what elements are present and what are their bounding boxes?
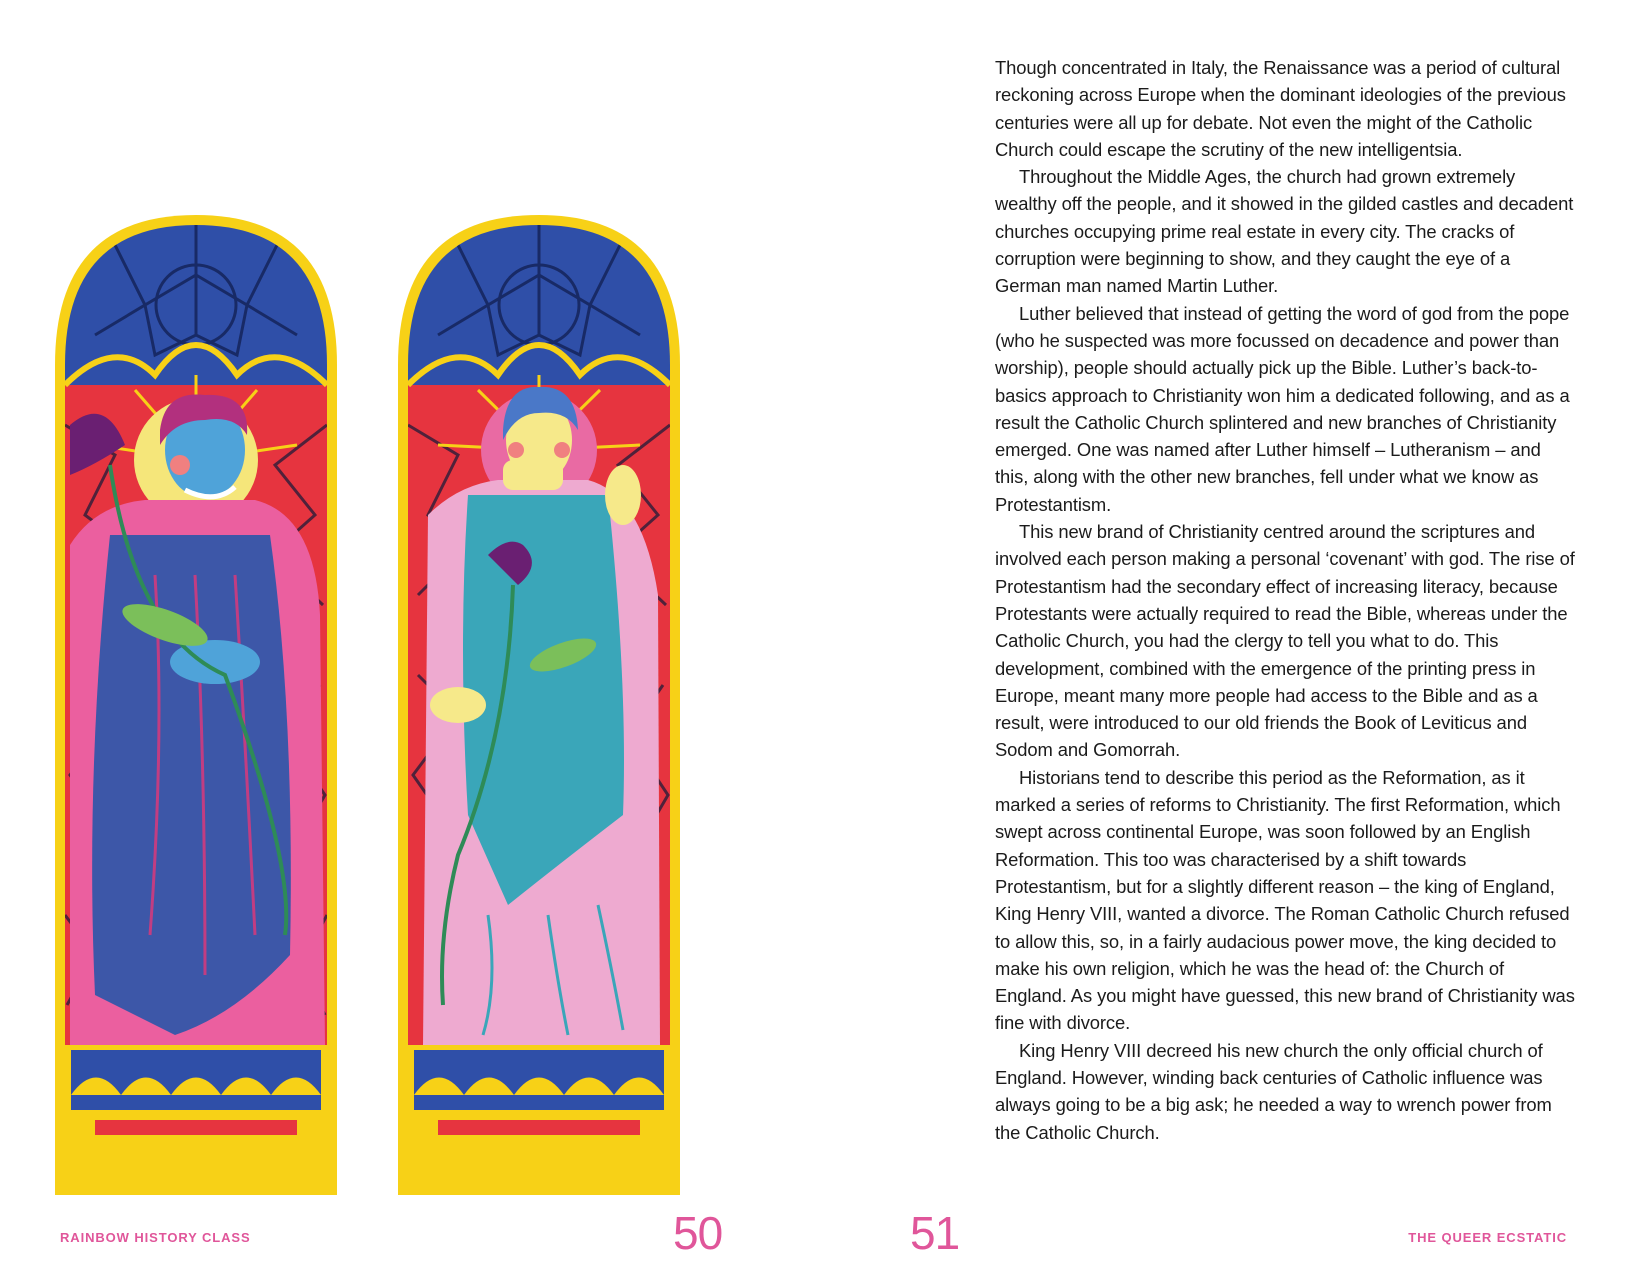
running-head-right: THE QUEER ECSTATIC <box>1408 1230 1567 1245</box>
running-head-left: RAINBOW HISTORY CLASS <box>60 1230 251 1245</box>
stained-glass-window-left <box>55 215 337 1195</box>
paragraph: This new brand of Christianity centred around the scriptures and involved each person making a personal ‘covenant’ with god. The rise of Protestantism had the secondary effect of increasing literacy, because Protestants were actually required to read the Bible, whereas under the Catholic Church, you had the clergy to tell you what to do. This development, combined with the emergence of the printing press in Europe, meant many more people had access to the Bible and as a result, were introduced to our old friends the Book of Leviticus and Sodom and Gomorrah. <box>995 521 1575 761</box>
right-page <box>815 0 1630 1276</box>
page-number-right: 51 <box>910 1207 960 1259</box>
paragraph: Luther believed that instead of getting the word of god from the pope (who he suspected was more focussed on decadence and power than worship), people should actually pick up the Bible. Luther’s back-to-basics approach to Christianity won him a dedicated following, and as a result the Catholic Church splintered and new branches of Christianity emerged. One was named after Luther himself – Lutheranism – and this, along with the other new branches, fell under what we know as Protestantism. <box>995 302 1570 515</box>
stained-glass-window-right <box>398 215 680 1195</box>
paragraph: Historians tend to describe this period as the Reformation, as it marked a series of reforms to Christianity. The first Reformation, which swept across continental Europe, was soon followed by an English Reformation. This too was characterised by a shift towards Protestantism, but for a slightly different reason – the king of England, King Henry VIII, wanted a divorce. The Roman Catholic Church refused to allow this, so, in a fairly audacious power move, the king decided to make his own religion, which he was the head of: the Church of England. As you might have guessed, this new brand of Christianity was fine with divorce. <box>995 766 1575 1034</box>
stained-glass-window-left-art <box>55 215 337 1195</box>
paragraph: King Henry VIII decreed his new church the only official church of England. However, winding back centuries of Catholic influence was always going to be a big ask; he needed a way to wrench power from the Catholic Church. <box>995 1039 1552 1143</box>
paragraph: Throughout the Middle Ages, the church had grown extremely wealthy off the people, and it showed in the gilded castles and decadent churches occupying prime real estate in every city. The cracks of corruption were beginning to show, and they caught the eye of a German man named Martin Luther. <box>995 166 1574 297</box>
stained-glass-illustration <box>55 215 685 1195</box>
page-number-left: 50 <box>673 1207 723 1259</box>
paragraph: Though concentrated in Italy, the Renaissance was a period of cultural reckoning across Europe when the dominant ideologies of the previous centuries were all up for debate. Not even the might of the Catholic Church could escape the scrutiny of the new intelligentsia. <box>995 57 1566 160</box>
stained-glass-window-right-art <box>398 215 680 1195</box>
body-text <box>995 54 1575 1146</box>
